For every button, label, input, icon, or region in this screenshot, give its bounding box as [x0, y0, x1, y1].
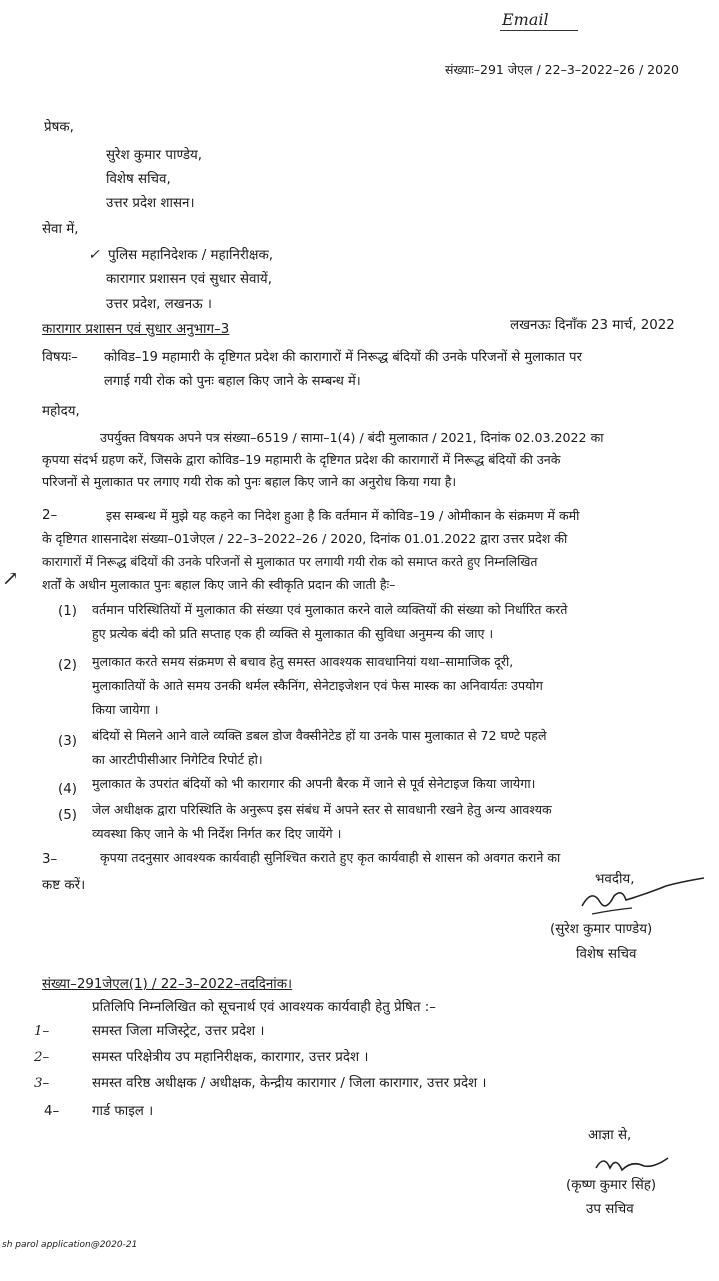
copy-list-number: 2– [34, 1050, 50, 1065]
recipient-line1: पुलिस महानिदेशक / महानिरीक्षक, [108, 248, 274, 263]
copy-reference: संख्या–291जेएल(1) / 22–3–2022–तददिनांक। [42, 977, 293, 992]
copy-list-number: 1– [34, 1024, 50, 1039]
order-signer-name: (कृष्ण कुमार सिंह) [566, 1178, 657, 1193]
subject-label: विषयः– [42, 350, 78, 365]
condition-number: (4) [58, 782, 77, 797]
tick-mark: ✓ [88, 247, 100, 263]
section-name: कारागार प्रशासन एवं सुधार अनुभाग–3 [42, 322, 230, 337]
condition-line: व्यवस्था किए जाने के भी निर्देश निर्गत कर दिए जायेंगे । [92, 826, 342, 841]
copy-list-item: गार्ड फाइल । [92, 1104, 154, 1119]
copy-list-item: समस्त परिक्षेत्रीय उप महानिरीक्षक, कारागार, उत्तर प्रदेश । [92, 1050, 369, 1065]
para2-line3: कारागारों में निरूद्ध बंदियों की उनके परिजनों से मुलाकात पर लगायी गयी रोक को समाप्त करते हुए निम्नलिखित [42, 554, 538, 569]
recipient-line2: कारागार प्रशासन एवं सुधार सेवायें, [106, 272, 272, 287]
para3-line2: कष्ट करें। [42, 878, 86, 893]
condition-line: मुलाकात के उपरांत बंदियों को भी कारागार की अपनी बैरक में जाने से पूर्व सेनेटाइज किया जायेगा। [92, 776, 536, 791]
copy-intro: प्रतिलिपि निम्नलिखित को सूचनार्थ एवं आवश्यक कार्यवाही हेतु प्रेषित :– [92, 1000, 436, 1015]
subject-line1: कोविड–19 महामारी के दृष्टिगत प्रदेश की कारागारों में निरूद्ध बंदियों की उनके परिजनों से मुलाकात पर [104, 350, 582, 365]
sender-designation: विशेष सचिव, [106, 172, 171, 187]
copy-list-item: समस्त वरिष्ठ अधीक्षक / अधीक्षक, केन्द्रीय कारागार / जिला कारागार, उत्तर प्रदेश । [92, 1076, 487, 1091]
signer-name: (सुरेश कुमार पाण्डेय) [550, 922, 653, 937]
divider [500, 30, 578, 31]
para2-number: 2– [42, 508, 58, 523]
recipient-label: सेवा में, [42, 222, 79, 237]
recipient-line3: उत्तर प्रदेश, लखनऊ । [106, 297, 212, 312]
condition-number: (5) [58, 808, 77, 823]
para2-line2: के दृष्टिगत शासनादेश संख्या–01जेएल / 22–3–2022–26 / 2020, दिनांक 01.01.2022 द्वारा उत्तर प्रदेश की [42, 531, 568, 546]
sender-office: उत्तर प्रदेश शासन। [106, 196, 195, 211]
place-date: लखनऊः दिनाँक 23 मार्च, 2022 [510, 318, 675, 333]
signature [562, 866, 712, 924]
condition-line: किया जायेगा । [92, 702, 159, 717]
handwritten-email-note: Email [502, 10, 549, 29]
condition-number: (1) [58, 604, 77, 619]
copy-list-item: समस्त जिला मजिस्ट्रेट, उत्तर प्रदेश । [92, 1024, 265, 1039]
para3-line1: कृपया तदनुसार आवश्यक कार्यवाही सुनिश्चित कराते हुए कृत कार्यवाही से शासन को अवगत कराने का [100, 850, 561, 865]
condition-line: मुलाकात करते समय संक्रमण से बचाव हेतु समस्त आवश्यक सावधानियां यथा–सामाजिक दूरी, [92, 654, 514, 669]
condition-line: का आरटीपीसीआर निगेटिव रिपोर्ट हो। [92, 752, 263, 767]
subject-line2: लगाई गयी रोक को पुनः बहाल किए जाने के सम्बन्ध में। [104, 374, 361, 389]
condition-line: जेल अधीक्षक द्वारा परिस्थिति के अनुरूप इस संबंध में अपने स्तर से सावधानी रखने हेतु अन्य आवश्यक [92, 802, 552, 817]
para2-line1: इस सम्बन्ध में मुझे यह कहने का निदेश हुआ है कि वर्तमान में कोविड–19 / ओमीकान के संक्रमण में कमी [106, 508, 580, 523]
by-order: आज्ञा से, [588, 1128, 632, 1143]
para1-line1: उपर्युक्त विषयक अपने पत्र संख्या–6519 / सामा–1(4) / बंदी मुलाकात / 2021, दिनांक 02.03.2022 का [100, 430, 604, 445]
sender-label: प्रेषक, [44, 120, 74, 135]
condition-line: हुए प्रत्येक बंदी को प्रति सप्ताह एक ही व्यक्ति से मुलाकात की सुविधा अनुमन्य की जाए । [92, 626, 494, 641]
signer-designation: विशेष सचिव [576, 947, 637, 962]
copy-list-number: 3– [34, 1076, 50, 1091]
salutation: महोदय, [42, 404, 80, 419]
footer-file-path: sh parol application@2020-21 [2, 1240, 138, 1250]
initials-signature [590, 1148, 690, 1178]
condition-number: (2) [58, 658, 77, 673]
condition-line: वर्तमान परिस्थितियों में मुलाकात की संख्या एवं मुलाकात करने वाले व्यक्तियों की संख्या को निर्धारित करते [92, 602, 568, 617]
closing: भवदीय, [595, 872, 635, 887]
condition-line: बंदियों से मिलने आने वाले व्यक्ति डबल डोज वैक्सीनेटेड हों या उनके पास मुलाकात से 72 घण्टे पहले [92, 728, 547, 743]
copy-list-number: 4– [44, 1104, 60, 1119]
order-signer-designation: उप सचिव [586, 1202, 634, 1217]
condition-line: मुलाकातियों के आते समय उनकी थर्मल स्कैनिंग, सेनेटाइजेशन एवं फेस मास्क का अनिवार्यतः उपयोग [92, 678, 543, 693]
para2-line4: शर्तों के अधीन मुलाकात पुनः बहाल किए जाने की स्वीकृति प्रदान की जाती हैः– [42, 577, 396, 592]
para1-line2: कृपया संदर्भ ग्रहण करें, जिसके द्वारा कोविड–19 महामारी के दृष्टिगत प्रदेश की कारागारों में निरूद्ध बंदियों की उनके [42, 452, 561, 467]
condition-number: (3) [58, 734, 77, 749]
reference-number: संख्याः–291 जेएल / 22–3–2022–26 / 2020 [445, 62, 679, 77]
para1-line3: परिजनों से मुलाकात पर लगाए गयी रोक को पुनः बहाल किए जाने का अनुरोध किया गया है। [42, 474, 457, 489]
sender-name: सुरेश कुमार पाण्डेय, [106, 148, 203, 163]
para3-number: 3– [42, 852, 58, 867]
margin-arrow-mark: ↗ [2, 566, 19, 590]
